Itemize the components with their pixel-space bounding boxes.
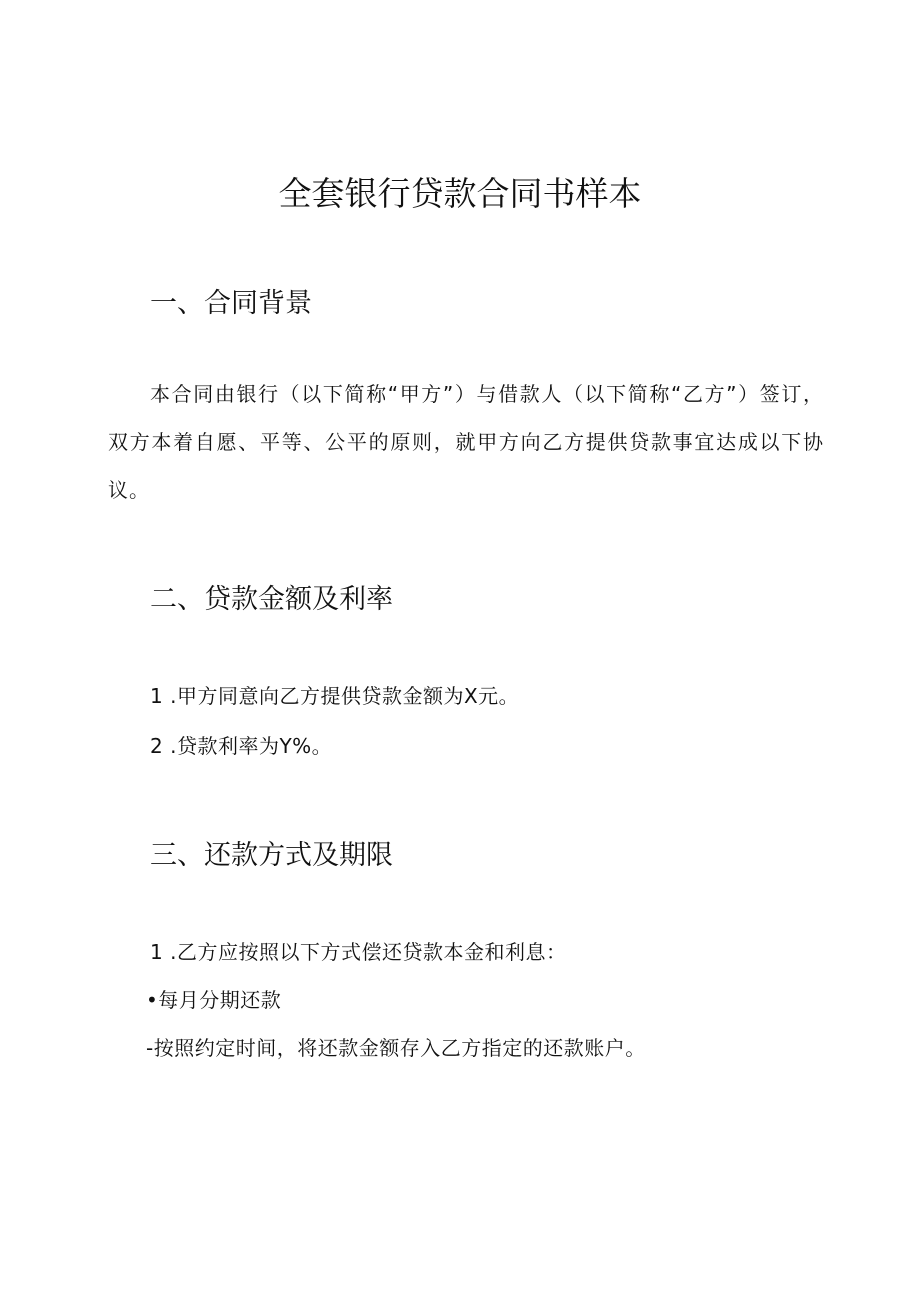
repayment-method-item: 1 .乙方应按照以下方式偿还贷款本金和利息：: [150, 940, 567, 964]
repayment-account-item: -按照约定时间，将还款金额存入乙方指定的还款账户。: [146, 1036, 646, 1060]
section-heading-background: 一、合同背景: [150, 288, 312, 319]
section-heading-repayment: 三、还款方式及期限: [150, 840, 393, 871]
loan-amount-item: 1 .甲方同意向乙方提供贷款金额为X元。: [150, 684, 520, 708]
section-background-paragraph: 本合同由银行（以下简称“甲方”）与借款人（以下简称“乙方”）签订，双方本着自愿、平等、公平的原则，就甲方向乙方提供贷款事宜达成以下协议。: [108, 382, 824, 502]
document-title: 全套银行贷款合同书样本: [278, 174, 642, 213]
interest-rate-item: 2 .贷款利率为Y%。: [150, 734, 333, 758]
section-heading-loan-amount-rate: 二、贷款金额及利率: [150, 584, 393, 615]
monthly-installment-bullet: •每月分期还款: [146, 988, 282, 1012]
